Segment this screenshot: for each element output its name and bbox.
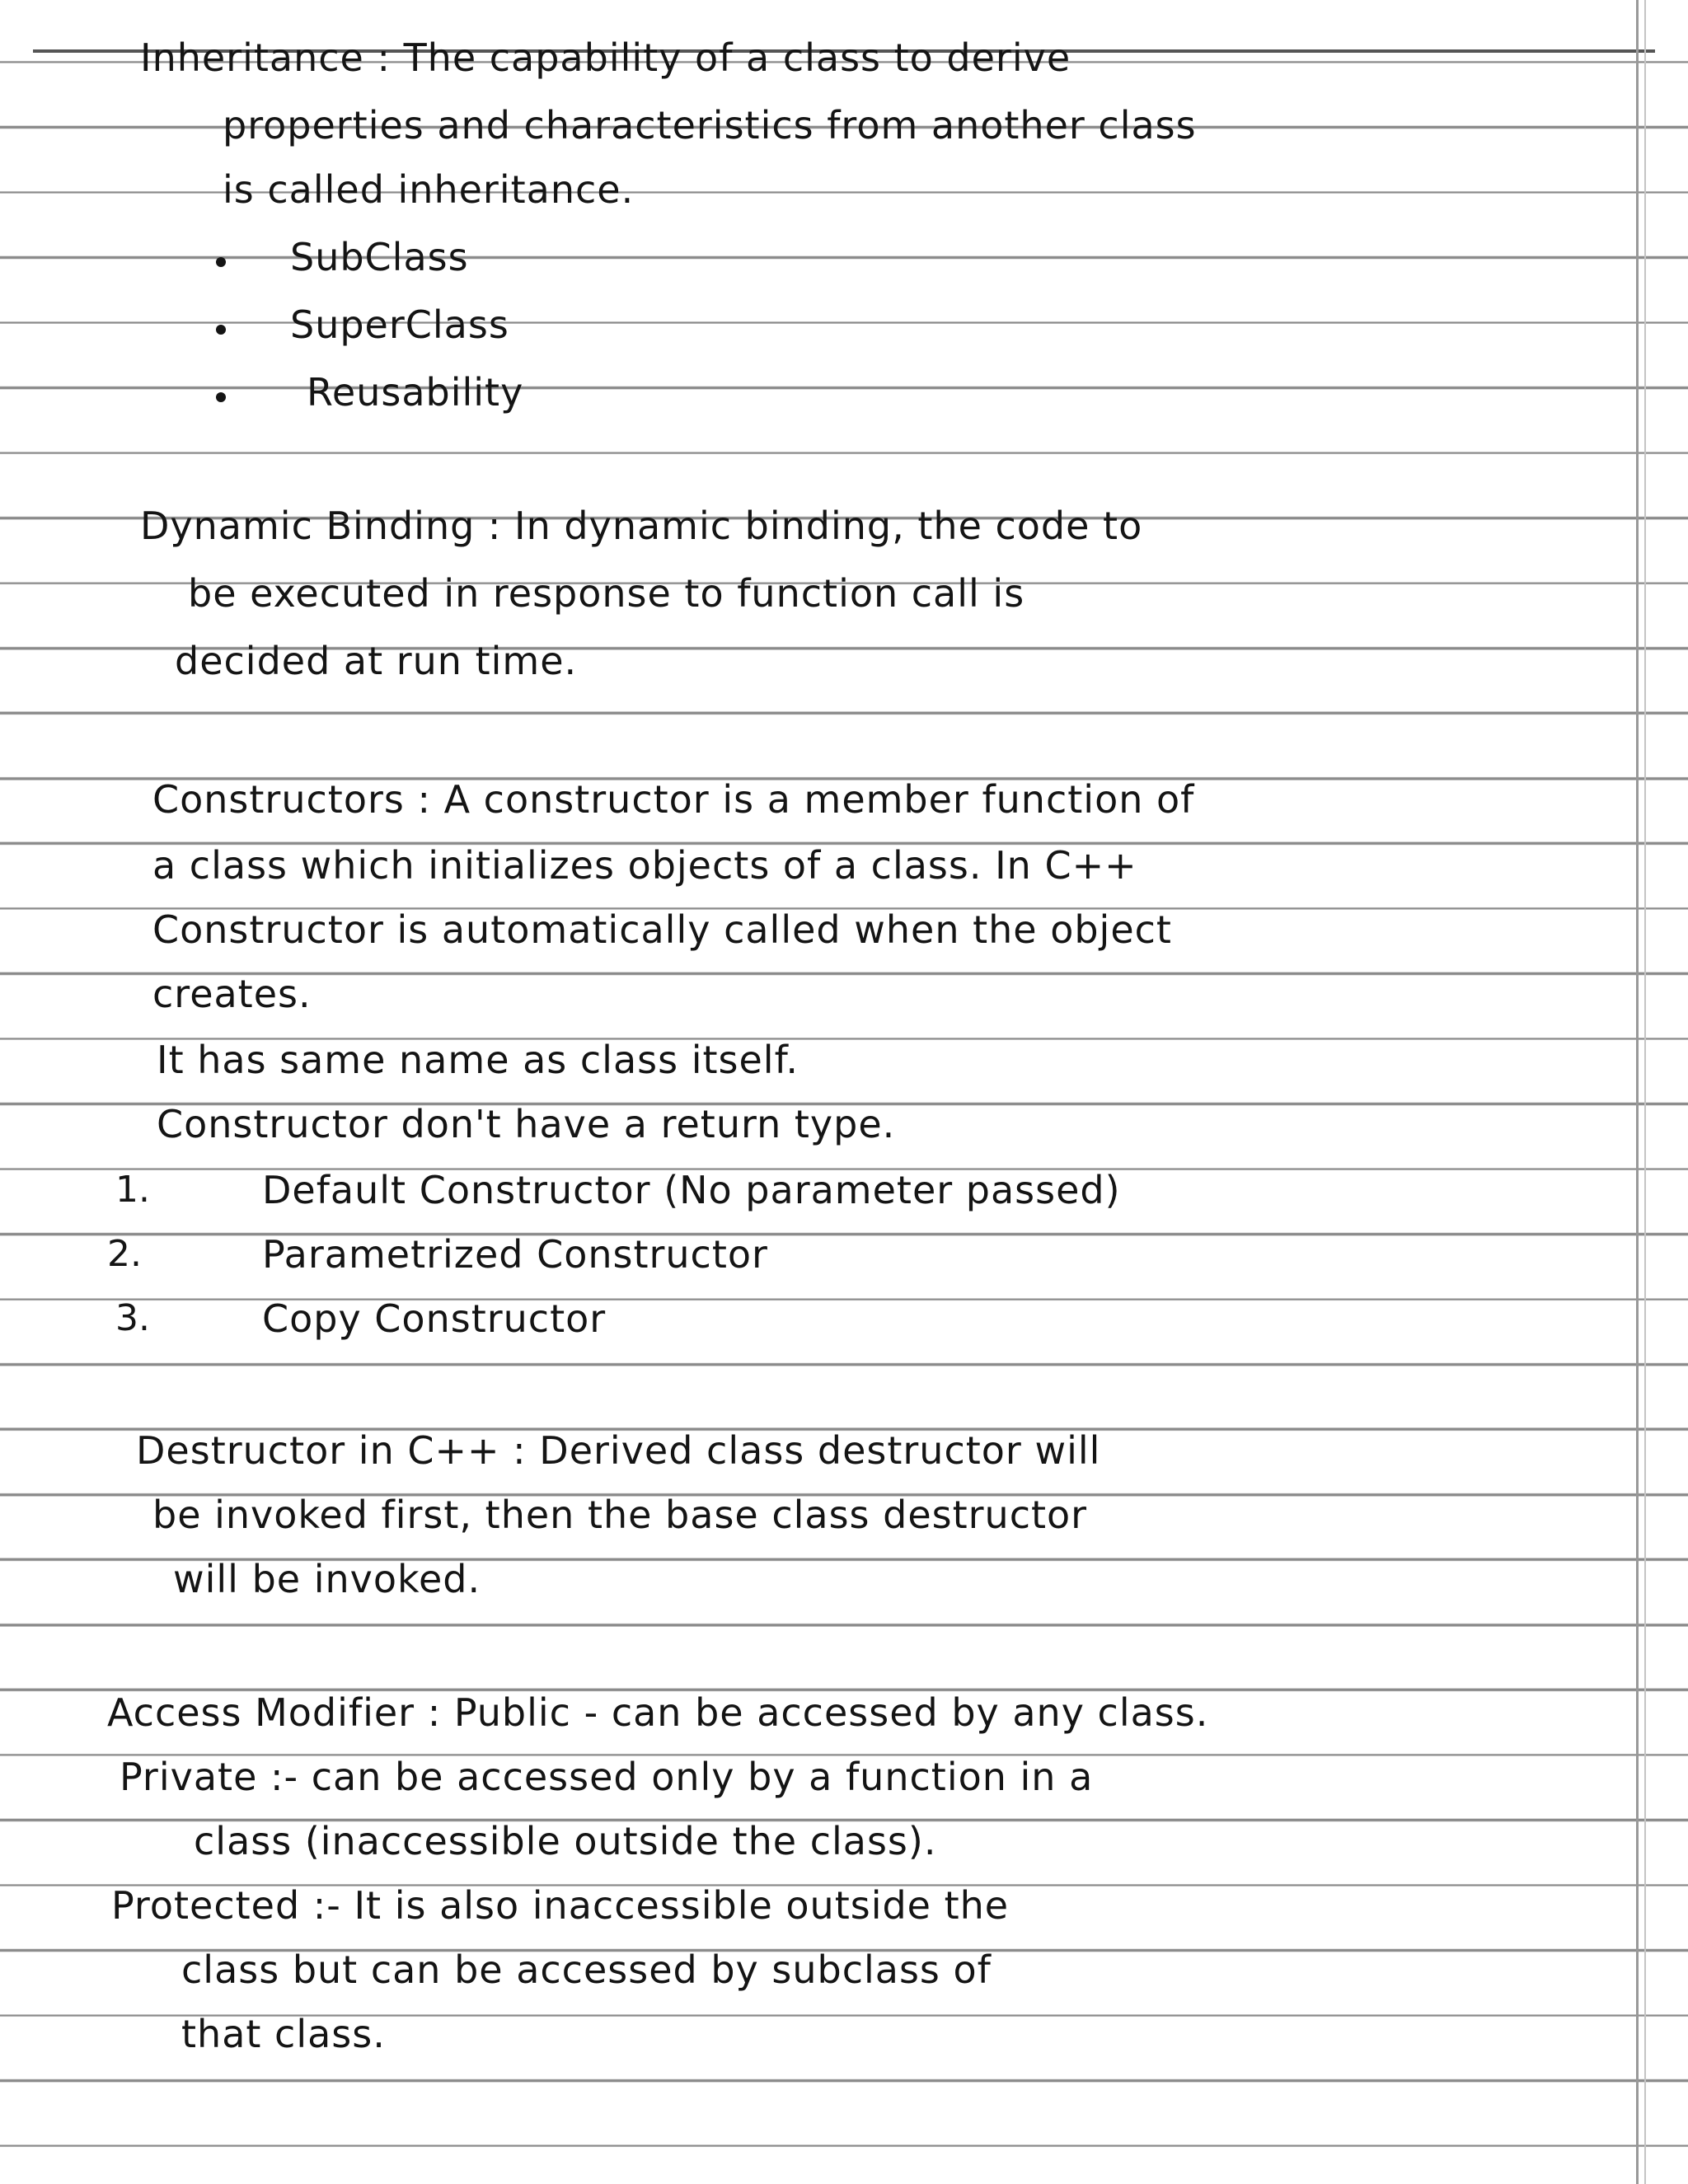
margin-rule (1636, 0, 1639, 2184)
constructors-line-2: a class which initializes objects of a class. In C++ (152, 843, 1137, 888)
constructor-type-default: Default Constructor (No parameter passed) (262, 1168, 1121, 1212)
access-modifier-line-4: Protected :- It is also inaccessible outside the (111, 1883, 1010, 1928)
inheritance-line-2: properties and characteristics from another class (223, 103, 1197, 148)
constructors-line-6: Constructor don't have a return type. (157, 1102, 896, 1146)
bullet-dot (216, 325, 226, 335)
bullet-dot (216, 257, 226, 267)
constructor-type-number: 2. (107, 1233, 142, 1275)
dynamic-binding-line-1: Dynamic Binding : In dynamic binding, the code to (140, 504, 1143, 548)
constructor-type-number: 3. (115, 1297, 150, 1339)
destructor-line-2: be invoked first, then the base class destructor (152, 1493, 1088, 1537)
inheritance-line-3: is called inheritance. (223, 167, 635, 212)
access-modifier-line-5: class but can be accessed by subclass of (181, 1947, 992, 1992)
constructor-type-number: 1. (115, 1169, 150, 1211)
access-modifier-line-2: Private :- can be accessed only by a function in a (120, 1755, 1094, 1799)
destructor-line-1: Destructor in C++ : Derived class destructor will (136, 1428, 1101, 1473)
destructor-line-3: will be invoked. (173, 1557, 481, 1601)
bullet-dot (216, 392, 226, 402)
margin-rule-secondary (1644, 0, 1646, 2184)
dynamic-binding-line-2: be executed in response to function call is (188, 571, 1025, 616)
access-modifier-line-3: class (inaccessible outside the class). (194, 1819, 937, 1863)
inheritance-line-1: Inheritance : The capability of a class to derive (140, 35, 1071, 80)
constructors-line-4: creates. (152, 972, 312, 1016)
constructors-line-5: It has same name as class itself. (157, 1038, 799, 1082)
bullet-item-reusability: Reusability (307, 370, 524, 415)
constructor-type-copy: Copy Constructor (262, 1296, 607, 1341)
access-modifier-line-6: that class. (181, 2012, 386, 2056)
access-modifier-line-1: Access Modifier : Public - can be accessed by any class. (107, 1690, 1209, 1735)
dynamic-binding-line-3: decided at run time. (175, 639, 578, 683)
bullet-item-superclass: SuperClass (290, 302, 509, 347)
constructor-type-parametrized: Parametrized Constructor (262, 1232, 768, 1277)
constructors-line-1: Constructors : A constructor is a member function of (152, 777, 1195, 822)
bullet-item-subclass: SubClass (290, 235, 469, 279)
constructors-line-3: Constructor is automatically called when the object (152, 907, 1172, 952)
